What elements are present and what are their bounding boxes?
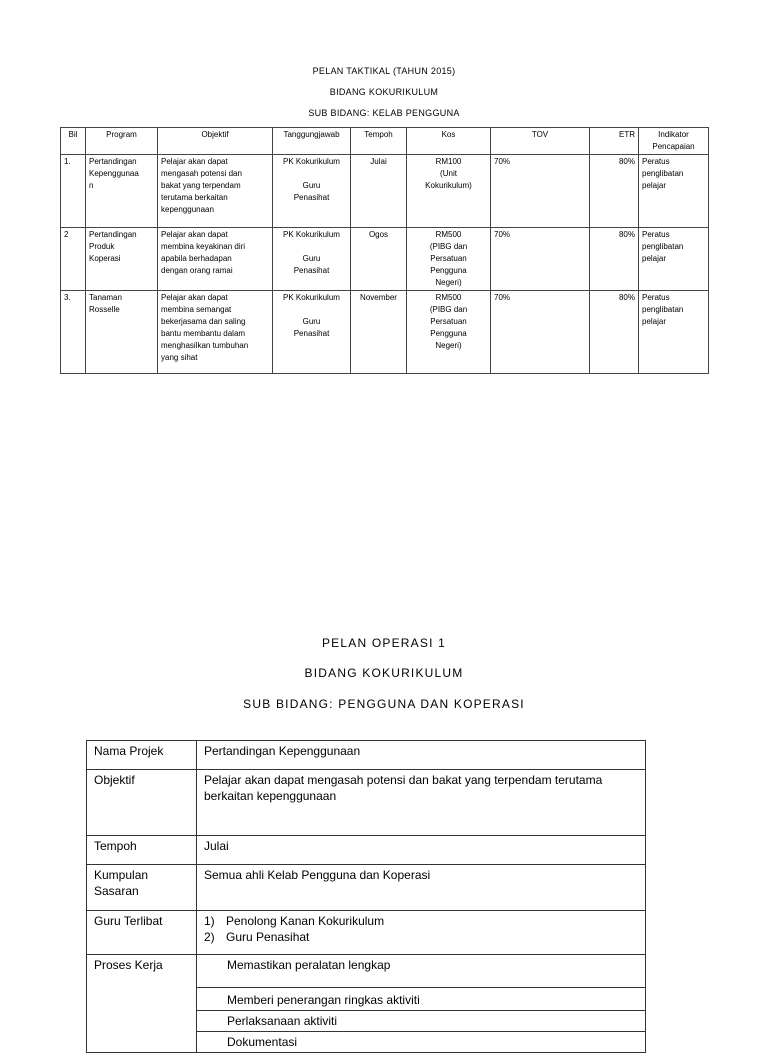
cell-tov: 70% <box>491 155 590 228</box>
tactical-bidang: BIDANG KOKURIKULUM <box>329 87 439 97</box>
cell-program: Pertandingan Produk Koperasi <box>86 228 158 291</box>
cell-bil: 2 <box>61 228 86 291</box>
header-tempoh: Tempoh <box>351 128 407 155</box>
proses-step: Perlaksanaan aktiviti <box>197 1011 646 1032</box>
cell-kos: RM500 (PIBG dan Persatuan Pengguna Negeri) <box>407 228 491 291</box>
header-kos: Kos <box>407 128 491 155</box>
cell-objektif: Pelajar akan dapat membina keyakinan diri apabila berhadapan dengan orang ramai <box>158 228 273 291</box>
cell-program: Pertandingan Kepenggunaa n <box>86 155 158 228</box>
cell-bil: 3. <box>61 291 86 374</box>
cell-tempoh: Julai <box>351 155 407 228</box>
header-objektif: Objektif <box>158 128 273 155</box>
list-item: 2) Guru Penasihat <box>204 930 310 944</box>
tempoh-label: Tempoh <box>87 836 197 865</box>
header-program: Program <box>86 128 158 155</box>
cell-etr: 80% <box>590 228 639 291</box>
cell-tov: 70% <box>491 228 590 291</box>
cell-objektif: Pelajar akan dapat mengasah potensi dan bakat yang terpendam terutama berkaitan kepenggunaan <box>158 155 273 228</box>
header-tov: TOV <box>491 128 590 155</box>
cell-tempoh: November <box>351 291 407 374</box>
header-indikator: Indikator Pencapaian <box>639 128 709 155</box>
cell-tanggungjawab: PK Kokurikulum Guru Penasihat <box>273 155 351 228</box>
operation-title: PELAN OPERASI 1 <box>321 636 447 650</box>
table-row <box>61 291 709 374</box>
cell-indikator: Peratus penglibatan pelajar <box>639 291 709 374</box>
ops-row-objektif <box>87 770 646 836</box>
objektif-value: Pelajar akan dapat mengasah potensi dan bakat yang terpendam terutama berkaitan kepenggunaan <box>197 770 646 836</box>
guru-terlibat-label: Guru Terlibat <box>87 911 197 955</box>
operation-sub-bidang: SUB BIDANG: PENGGUNA DAN KOPERASI <box>243 697 525 711</box>
cell-program: Tanaman Rosselle <box>86 291 158 374</box>
operation-plan-table <box>86 740 646 1053</box>
cell-tanggungjawab: PK Kokurikulum Guru Penasihat <box>273 291 351 374</box>
cell-kos: RM100 (Unit Kokurikulum) <box>407 155 491 228</box>
header-bil: Bil <box>61 128 86 155</box>
proses-step: Memastikan peralatan lengkap <box>197 955 646 988</box>
cell-indikator: Peratus penglibatan pelajar <box>639 228 709 291</box>
header-tanggungjawab: Tanggungjawab <box>273 128 351 155</box>
objektif-label: Objektif <box>87 770 197 836</box>
proses-step: Dokumentasi <box>197 1032 646 1053</box>
cell-tov: 70% <box>491 291 590 374</box>
list-item: 1) Penolong Kanan Kokurikulum <box>204 914 385 928</box>
ops-row-proses-kerja <box>87 955 646 988</box>
ops-row-tempoh <box>87 836 646 865</box>
cell-indikator: Peratus penglibatan pelajar <box>639 155 709 228</box>
nama-projek-value: Pertandingan Kepenggunaan <box>197 741 646 770</box>
cell-kos: RM500 (PIBG dan Persatuan Pengguna Negeri) <box>407 291 491 374</box>
ops-row-guru-terlibat <box>87 911 646 955</box>
cell-etr: 80% <box>590 291 639 374</box>
table-row <box>61 228 709 291</box>
proses-kerja-label: Proses Kerja <box>87 955 197 1053</box>
cell-bil: 1. <box>61 155 86 228</box>
kumpulan-sasaran-label: Kumpulan Sasaran <box>87 865 197 911</box>
cell-objektif: Pelajar akan dapat membina semangat bekerjasama dan saling bantu membantu dalam menghasilkan tumbuhan yang sihat <box>158 291 273 374</box>
ops-row-nama-projek <box>87 741 646 770</box>
tactical-title: PELAN TAKTIKAL (TAHUN 2015) <box>312 66 456 76</box>
cell-etr: 80% <box>590 155 639 228</box>
tempoh-value: Julai <box>197 836 646 865</box>
cell-tempoh: Ogos <box>351 228 407 291</box>
guru-terlibat-value <box>197 911 646 955</box>
proses-step: Memberi penerangan ringkas aktiviti <box>197 988 646 1011</box>
table-row <box>61 155 709 228</box>
operation-bidang: BIDANG KOKURIKULUM <box>304 666 464 680</box>
cell-tanggungjawab: PK Kokurikulum Guru Penasihat <box>273 228 351 291</box>
kumpulan-sasaran-value: Semua ahli Kelab Pengguna dan Koperasi <box>197 865 646 911</box>
nama-projek-label: Nama Projek <box>87 741 197 770</box>
table-header-row <box>61 128 709 155</box>
tactical-plan-table <box>60 127 709 374</box>
header-etr: ETR <box>590 128 639 155</box>
ops-row-kumpulan-sasaran <box>87 865 646 911</box>
tactical-sub-bidang: SUB BIDANG: KELAB PENGGUNA <box>308 108 460 118</box>
